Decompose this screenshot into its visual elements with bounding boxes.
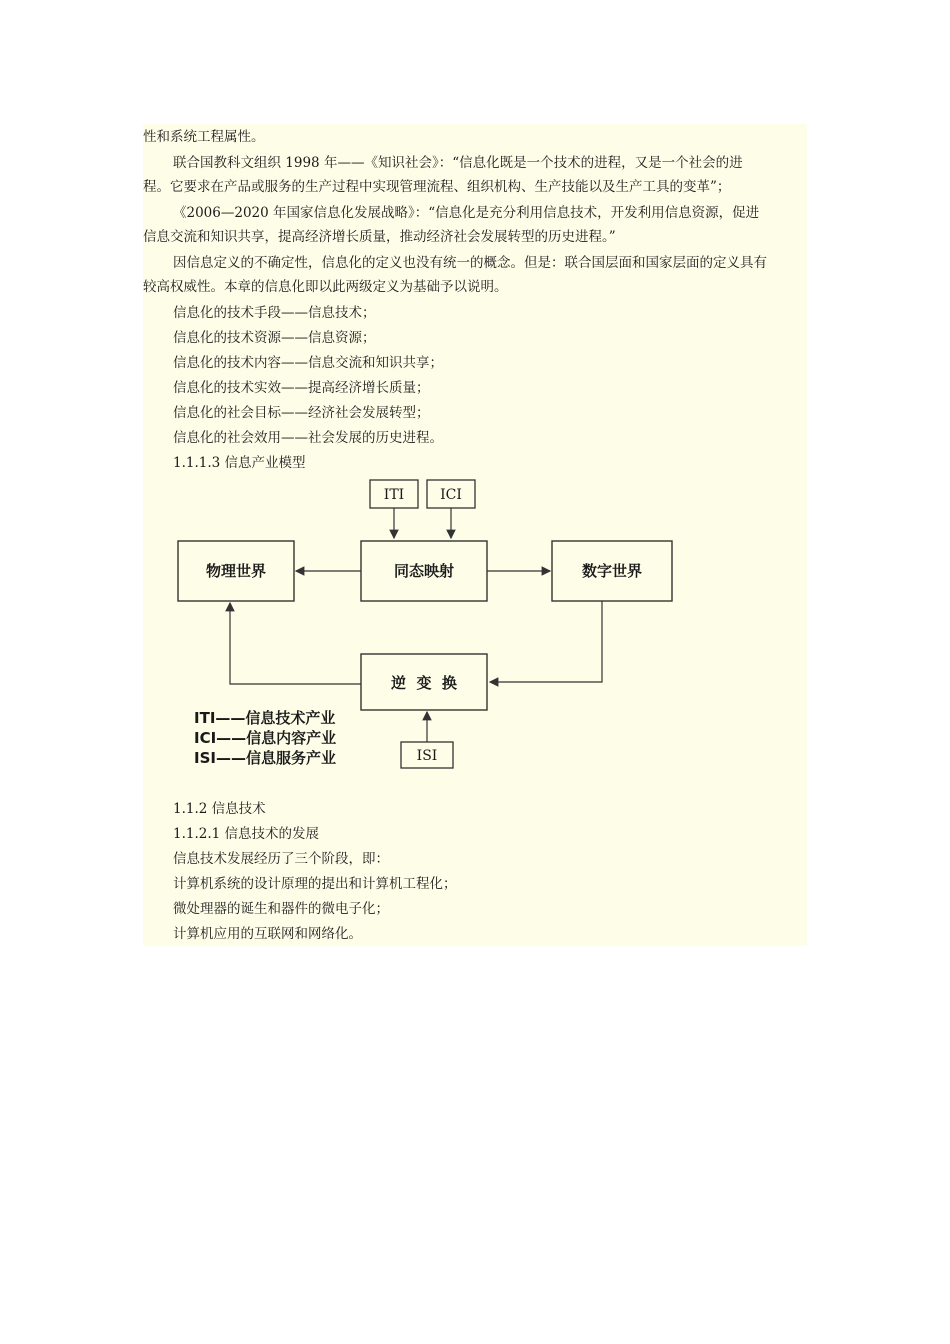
legend-isi: ISI——信息服务产业 [194,749,336,767]
paragraph-line: 较高权威性。本章的信息化即以此两级定义为基础予以说明。 [143,279,508,295]
list-item: 信息技术发展经历了三个阶段，即： [173,851,389,867]
list-item: 计算机系统的设计原理的提出和计算机工程化； [173,876,457,892]
document-content [143,124,807,946]
legend-iti: ITI——信息技术产业 [194,709,336,727]
paragraph-line: 联合国教科文组织 1998 年——《知识社会》：“信息化既是一个技术的进程，又是一个社会的进 [173,155,743,171]
list-item: 信息化的技术手段——信息技术； [173,305,376,321]
list-item: 计算机应用的互联网和网络化。 [173,926,362,942]
ici-label: ICI [440,487,462,503]
paragraph-line: 程。它要求在产品或服务的生产过程中实现管理流程、组织机构、生产技能以及生产工具的变革”； [143,179,731,195]
list-item: 微处理器的诞生和器件的微电子化； [173,901,389,917]
paragraph-line: 因信息定义的不确定性，信息化的定义也没有统一的概念。但是：联合国层面和国家层面的定义具有 [173,255,767,271]
list-item: 信息化的社会目标——经济社会发展转型； [173,405,430,421]
isi-label: ISI [416,748,438,764]
list-item: 信息化的技术实效——提高经济增长质量； [173,380,430,396]
inverse-label: 逆 变 换 [391,674,457,692]
list-item: 信息化的社会效用——社会发展的历史进程。 [173,430,443,446]
list-item: 信息化的技术内容——信息交流和知识共享； [173,355,443,371]
section-heading: 1.1.2.1 信息技术的发展 [173,826,320,842]
section-heading: 1.1.2 信息技术 [173,801,266,817]
diagram-svg [168,478,688,778]
physical-world-label: 物理世界 [205,562,267,580]
digital-to-inverse-arrow [490,601,602,682]
mapping-label: 同态映射 [393,562,455,580]
iti-label: ITI [383,487,405,503]
information-industry-diagram [168,478,688,778]
section-heading: 1.1.1.3 信息产业模型 [173,455,306,471]
list-item: 信息化的技术资源——信息资源； [173,330,376,346]
legend-ici: ICI——信息内容产业 [194,729,337,747]
paragraph-line: 《2006—2020 年国家信息化发展战略》：“信息化是充分利用信息技术，开发利用信息资源，促进 [173,205,760,221]
paragraph-line: 信息交流和知识共享，提高经济增长质量，推动经济社会发展转型的历史进程。” [143,229,616,245]
inverse-to-physical-arrow [230,603,361,684]
paragraph-line: 性和系统工程属性。 [143,129,265,145]
digital-world-label: 数字世界 [581,562,643,580]
